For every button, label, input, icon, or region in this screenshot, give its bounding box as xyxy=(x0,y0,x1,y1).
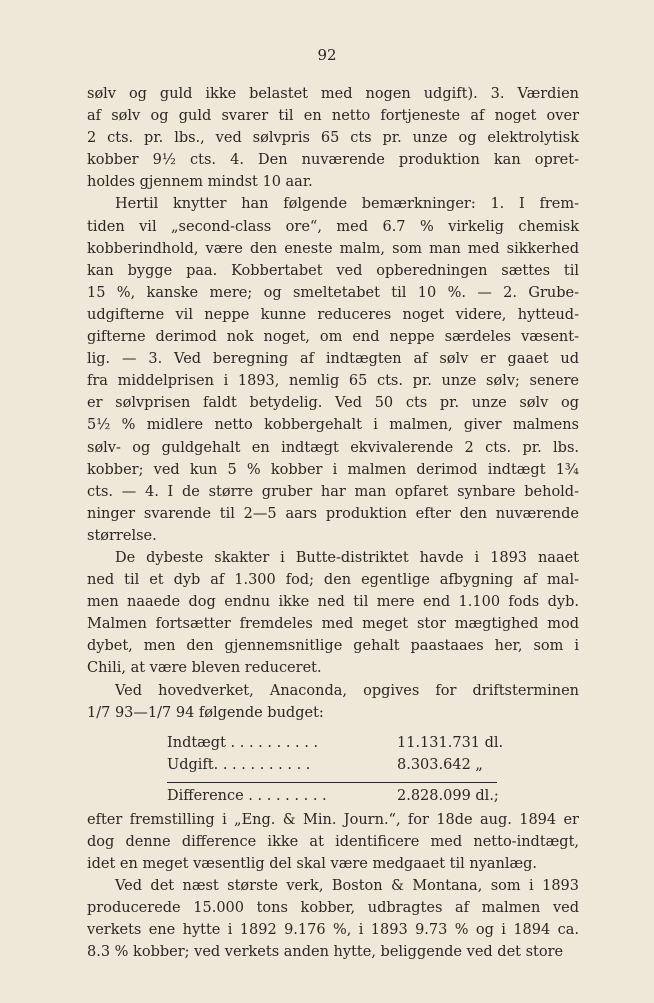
paragraph xyxy=(87,875,579,963)
budget-value: 2.828.099 dl.; xyxy=(397,787,499,804)
text-line: gifterne derimod nok noget, om end neppe særdeles væsent- xyxy=(87,329,579,346)
text-line: ned til et dyb af 1.300 fod; den egentlige afbygning af mal- xyxy=(87,572,579,589)
text-line: Malmen fortsætter fremdeles med meget stor mægtighed mod xyxy=(87,616,579,633)
text-line: 8.3 % kobber; ved verkets anden hytte, beliggende ved det store xyxy=(87,944,564,961)
text-line: sølv og guld ikke belastet med nogen udgift). 3. Værdien xyxy=(87,86,579,102)
body-text xyxy=(87,83,579,963)
text-line: holdes gjennem mindst 10 aar. xyxy=(87,174,313,191)
paragraph xyxy=(87,680,579,724)
budget-rule xyxy=(167,782,497,783)
budget-row-expense xyxy=(87,754,579,776)
text-line: lig. — 3. Ved beregning af indtægten af sølv er gaaet ud xyxy=(87,351,579,368)
budget-value: 11.131.731 dl. xyxy=(397,734,504,751)
budget-label: Difference . . . . . . . . . xyxy=(167,787,327,804)
text-line: Ved det næst største verk, Boston & Montana, som i 1893 xyxy=(115,878,579,894)
text-line: 2 cts. pr. lbs., ved sølvpris 65 cts pr. unze og elektrolytisk xyxy=(87,130,579,147)
text-line: af sølv og guld svarer til en netto fortjeneste af noget over xyxy=(87,108,579,125)
text-line: De dybeste skakter i Butte-distriktet havde i 1893 naaet xyxy=(115,549,579,566)
text-line: 1/7 93—1/7 94 følgende budget: xyxy=(87,704,324,721)
text-line: fra middelprisen i 1893, nemlig 65 cts. pr. unze sølv; senere xyxy=(87,373,579,390)
text-line: sølv- og guldgehalt en indtægt ekvivalerende 2 cts. pr. lbs. xyxy=(87,439,579,456)
budget-row-income xyxy=(87,732,579,754)
text-line: kan bygge paa. Kobbertabet ved opberedningen sættes til xyxy=(87,262,579,279)
text-line: tiden vil „second-class ore“, med 6.7 % virkelig chemisk xyxy=(87,218,579,235)
budget-value: 8.303.642 „ xyxy=(397,756,483,773)
text-line: ninger svarende til 2—5 aars produktion efter den nuværende xyxy=(87,505,579,522)
budget-table xyxy=(87,732,579,807)
text-line: idet en meget væsentlig del skal være medgaaet til nyanlæg. xyxy=(87,855,538,872)
text-line: dog denne difference ikke at identificere med netto-indtægt, xyxy=(87,833,579,850)
text-line: er sølvprisen faldt betydelig. Ved 50 cts pr. unze sølv og xyxy=(87,395,579,412)
text-line: efter fremstilling i „Eng. & Min. Journ.“, for 18de aug. 1894 er xyxy=(87,811,579,828)
text-line: cts. — 4. I de større gruber har man opfaret synbare behold- xyxy=(87,483,579,500)
text-line: 5½ % midlere netto kobbergehalt i malmen, giver malmens xyxy=(87,417,579,434)
budget-label: Udgift. . . . . . . . . . . xyxy=(167,756,311,773)
paragraph xyxy=(87,809,579,875)
text-line: verkets ene hytte i 1892 9.176 %, i 1893 9.73 % og i 1894 ca. xyxy=(87,922,579,939)
text-line: 15 %, kanske mere; og smeltetabet til 10 %. — 2. Grube- xyxy=(87,284,579,301)
text-line: men naaede dog endnu ikke ned til mere end 1.100 fods dyb. xyxy=(87,594,579,611)
text-after-budget xyxy=(87,809,579,964)
text-line: kobberindhold, være den eneste malm, som man med sikkerhed xyxy=(87,240,579,257)
text-before-budget xyxy=(87,83,579,724)
text-line: kobber 9½ cts. 4. Den nuværende produktion kan opret- xyxy=(87,152,579,169)
paragraph xyxy=(87,83,579,193)
paragraph xyxy=(87,547,579,680)
text-line: dybet, men den gjennemsnitlige gehalt paastaaes her, som i xyxy=(87,638,579,655)
text-line: kobber; ved kun 5 % kobber i malmen derimod indtægt 1¾ xyxy=(87,461,579,478)
paragraph xyxy=(87,193,579,547)
text-line: størrelse. xyxy=(87,527,157,544)
text-line: Ved hovedverket, Anaconda, opgives for driftsterminen xyxy=(115,682,579,699)
text-line: producerede 15.000 tons kobber, udbragtes af malmen ved xyxy=(87,900,579,917)
page-number: 92 xyxy=(317,46,337,64)
text-line: udgifterne vil neppe kunne reduceres noget videre, hytteud- xyxy=(87,306,579,323)
budget-row-difference xyxy=(87,785,579,807)
budget-label: Indtægt . . . . . . . . . . xyxy=(167,734,319,751)
text-line: Hertil knytter han følgende bemærkninger: 1. I frem- xyxy=(115,196,579,213)
text-line: Chili, at være bleven reduceret. xyxy=(87,660,322,677)
